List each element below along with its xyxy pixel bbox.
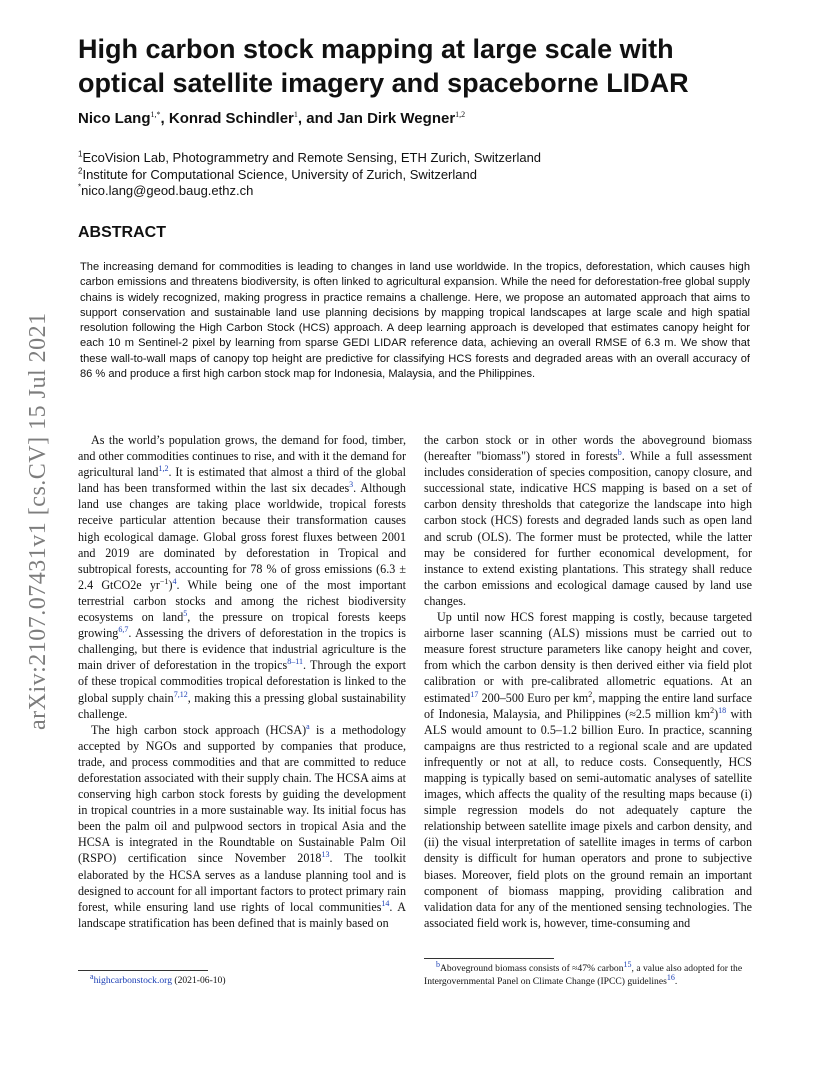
text-run: ) xyxy=(168,577,173,592)
paper-title xyxy=(78,32,778,100)
text-run: 200–500 Euro per km xyxy=(478,690,589,705)
correspondence-email xyxy=(78,183,541,200)
footnote-mark: b xyxy=(436,959,440,969)
text-run: , making this a pressing global sustainability challenge. xyxy=(78,690,406,721)
text-run: the carbon stock or in other words the aboveground biomass (hereafter "biomass") stored in forests xyxy=(424,433,752,464)
text-run: . While being one of the most important terrestrial carbon stocks and among the richest biodiversity ecosystems on land xyxy=(78,577,406,625)
text-run: ) xyxy=(714,706,719,721)
citation-link[interactable]: 6,7 xyxy=(118,625,129,635)
citation-link[interactable]: 13 xyxy=(321,850,330,860)
affiliation-mark: 1 xyxy=(78,149,83,159)
text-run: The high carbon stock approach (HCSA) xyxy=(91,722,307,737)
author-affiliation-mark: 1,* xyxy=(150,110,161,119)
citation-link[interactable]: 15 xyxy=(623,959,632,969)
citation-link[interactable]: 4 xyxy=(172,576,177,586)
body-paragraph xyxy=(78,722,406,931)
text-run: . Through the export of these tropical commodities tropical deforestation is linked to the global supply chain xyxy=(78,658,406,705)
citation-link[interactable]: 14 xyxy=(381,898,390,908)
author-affiliation-mark: 1,2 xyxy=(455,110,466,119)
unit-exponent: 2 xyxy=(710,705,715,715)
citation-link[interactable]: 3 xyxy=(349,480,354,490)
affiliation-text: Institute for Computational Science, University of Zurich, Switzerland xyxy=(82,166,477,182)
text-run: . Assessing the drivers of deforestation in the tropics is challenging, but there is evidence that industrial agriculture is the main driver of deforestation in the tropics xyxy=(78,626,406,673)
affiliations xyxy=(78,150,541,200)
author-name: Konrad Schindler xyxy=(168,110,294,127)
text-run: with ALS would amount to 0.5–1.2 billion Euro. In practice, scanning campaigns are thus restricted to a regional scale and are updated infrequently or not at all, to reduce costs. Consequently, HCS mapping is typically based on semi-automatic analyses of satellite images, which affects the quality of the resulting maps because (i) simple regression models do not adequately capture the relationship between satellite image pixels and carbon density, and (ii) the visual interpretation of satellite images in terms of carbon density is difficult for human operators and prone to subjective biases. Moreover, field plots on the ground remain an important component of biomass mapping, providing calibration and validation data for any of the mentioned sensing technologies. The associated field work is, however, time-consuming and xyxy=(424,706,752,930)
footnote-mark: a xyxy=(90,971,94,981)
body-paragraph xyxy=(424,609,752,931)
text-run: . xyxy=(674,975,678,987)
citation-link[interactable]: 17 xyxy=(470,689,479,699)
affiliation-line xyxy=(78,167,541,184)
title-line-2: optical satellite imagery and spaceborne LIDAR xyxy=(78,68,689,98)
text-run: . A landscape stratification has been defined that is mainly based on xyxy=(78,899,406,930)
body-paragraph xyxy=(78,432,406,722)
body-column-left xyxy=(78,432,406,931)
email-text[interactable]: nico.lang@geod.baug.ethz.ch xyxy=(81,183,254,198)
footnote-link[interactable]: b xyxy=(617,448,622,458)
text-run: . It is estimated that almost a third of the global land has been transformed within the last six decades xyxy=(78,465,406,496)
text-run: Aboveground biomass consists of ≈47% carbon xyxy=(440,963,624,974)
text-run: . The toolkit elaborated by the HCSA serves as a landuse planning tool and is designed to account for all important factors to protect primary rain forest, while ensuring land use rights of local communities xyxy=(78,851,406,914)
abstract-heading: ABSTRACT xyxy=(78,224,166,241)
author-list: Nico Lang$^{1,*}$, Konrad Schindler$^1$, and Jan Dirk Wegner$^{1,2}$ xyxy=(78,110,466,127)
footnote-divider-left xyxy=(78,970,208,971)
body-paragraph xyxy=(424,432,752,609)
text-run: As the world’s population grows, the demand for food, timber, and other commodities continues to rise, and with it the demand for agricultural land xyxy=(78,433,406,480)
text-run: . Although land use changes are taking place worldwide, tropical forests receive particular attention because their transformation causes high ecological damage. Global gross forest fluxes between 2001 and 2019 are dominated by deforestation in Tropical and subtropical forests, accounting for 78 % of gross emissions (6.3 ± 2.4 GtCO2e yr xyxy=(78,481,406,592)
affiliation-line xyxy=(78,150,541,167)
footnote-a xyxy=(90,971,422,988)
citation-link[interactable]: 16 xyxy=(666,972,675,982)
citation-link[interactable]: 18 xyxy=(718,705,727,715)
footnote-date: (2021-06-10) xyxy=(172,975,226,986)
citation-link[interactable]: 7,12 xyxy=(173,689,188,699)
affiliation-text: EcoVision Lab, Photogrammetry and Remote Sensing, ETH Zurich, Switzerland xyxy=(82,150,542,165)
text-run: Up until now HCS forest mapping is costly, because targeted airborne laser scanning (ALS) missions must be carried out to measure forest structure parameters like canopy height and cover, from which the carbon density is then derived either via field plot calibration or with pre-calibrated allometric equations. At an estimated xyxy=(424,610,752,705)
citation-link[interactable]: 5 xyxy=(183,609,188,618)
footnote-divider-right xyxy=(424,958,554,959)
text-run: , mapping the entire land surface of Indonesia, Malaysia, and Philippines (≈2.5 million km xyxy=(424,690,752,721)
text-run: is a methodology accepted by NGOs and supported by companies that produce, trade, and process commodities and that are committed to reduce deforestation associated with their supply chain. The HCSA aims at conserving high carbon stock forests by guiding the development in tropical countries in a more sustainable way. Its initial focus has been the palm oil and pulpwood sectors in tropical Asia and the HCSA is integrated in the Roundtable on Sustainable Palm Oil (RSPO) certification since November 2018 xyxy=(78,722,406,866)
correspondence-mark: * xyxy=(78,182,82,192)
footnote-b xyxy=(424,959,756,988)
abstract-body: The increasing demand for commodities is leading to changes in land use worldwide. In the tropics, deforestation, which causes high carbon emissions and threatens biodiversity, is often linked to agricultural expansion. While the need for deforestation-free global supply chains is widely recognized, making progress in practice remains a challenge. Here, we propose an automated approach that aims to support conservation and sustainable land use planning decisions by mapping tropical landscapes at large scale and high spatial resolution following the High Carbon Stock (HCS) approach. A deep learning approach is developed that estimates canopy height for each 10 m Sentinel-2 pixel by learning from sparse GEDI LIDAR reference data, achieving an overall RMSE of 6.3 m. We show that these wall-to-wall maps of canopy top height are predictive for classifying HCS forests and degraded areas with an overall accuracy of 86 % and produce a first high carbon stock map for Indonesia, Malaysia, and the Philippines. xyxy=(80,261,750,381)
title-line-1: High carbon stock mapping at large scale with xyxy=(78,34,674,64)
body-column-right xyxy=(424,432,752,931)
affiliation-mark: 2 xyxy=(78,166,83,176)
author-name: Jan Dirk Wegner xyxy=(337,110,456,127)
footnote-url-link[interactable]: highcarbonstock.org xyxy=(93,975,172,986)
text-run: , the pressure on tropical forests keeps growing xyxy=(78,610,407,641)
arxiv-identifier-stamp: arXiv:2107.07431v1 [cs.CV] 15 Jul 2021 xyxy=(25,312,51,730)
citation-link[interactable]: 8–11 xyxy=(287,657,303,667)
citation-link[interactable]: 1,2 xyxy=(158,464,169,474)
author-affiliation-mark: 1 xyxy=(293,110,298,119)
footnote-link[interactable]: a xyxy=(306,721,310,731)
author-name: Nico Lang xyxy=(78,110,151,127)
unit-exponent: 2 xyxy=(588,689,593,699)
text-run: . While a full assessment includes consideration of species composition, canopy closure, and successional state, indicative HCS mapping is based on a set of carbon density thresholds that categorize the landscape into high carbon stock (HCS) forests and degraded lands such as open land and scrub (OLS). The former must be protected, while the latter may be considered for further economical development, for instance to extend existing plantations. This strategy shall reduce the carbon emissions and ecological damage caused by land use changes. xyxy=(424,449,752,608)
text-run: , a value also adopted for the Intergovernmental Panel on Climate Change (IPCC) guidelines xyxy=(424,963,743,987)
unit-exponent: −1 xyxy=(159,576,169,586)
